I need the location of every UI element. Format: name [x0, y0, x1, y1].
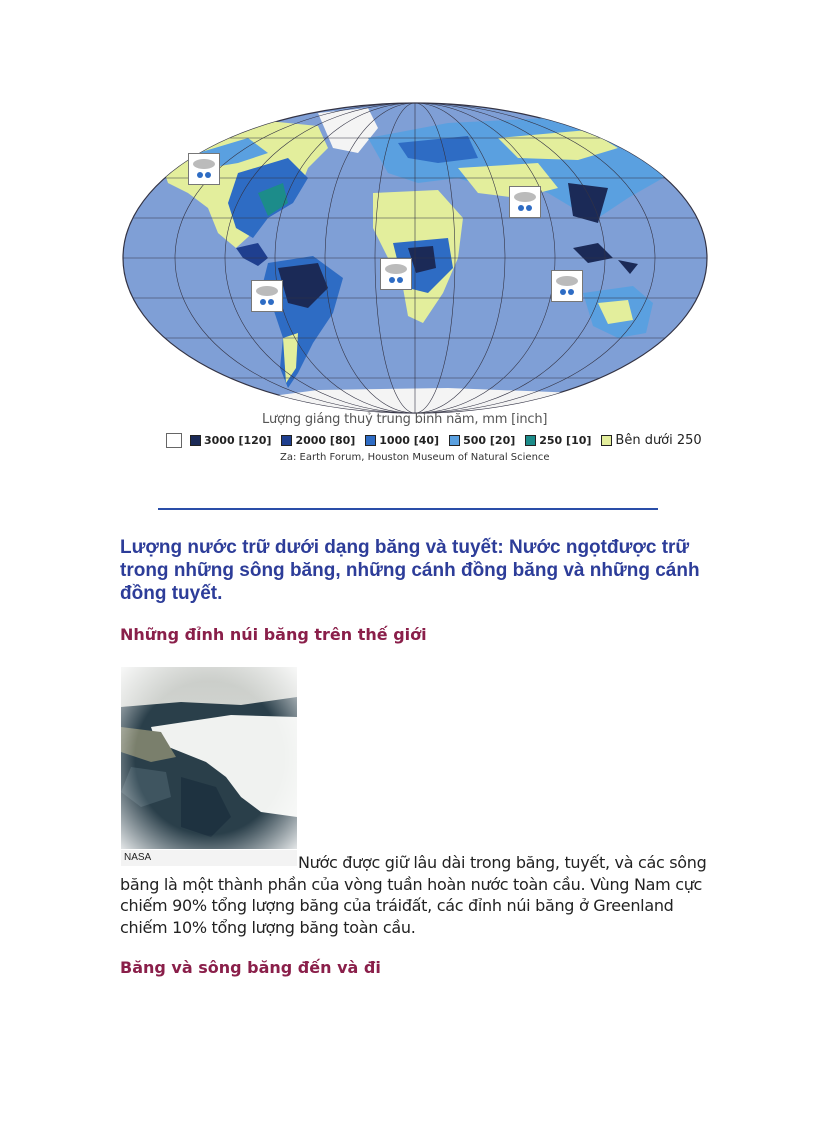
legend-swatch: [190, 435, 201, 446]
rain-cloud-icon: [381, 259, 411, 289]
legend-item: [190, 434, 271, 447]
legend-caption: Lượng giáng thuỷ trung bình năm, mm [inch]: [262, 412, 548, 427]
glacier-image: [121, 667, 297, 849]
legend-label: Bên dưới 250: [615, 432, 702, 448]
legend-label: 3000 [120]: [204, 433, 272, 447]
legend-swatch: [449, 435, 460, 446]
map-source: Za: Earth Forum, Houston Museum of Natural Science: [280, 452, 550, 463]
legend-item: [601, 433, 701, 448]
legend-label: 1000 [40]: [379, 433, 440, 447]
rain-cloud-icon: [552, 271, 582, 301]
weather-icon: [188, 153, 220, 185]
horizontal-divider: [158, 508, 658, 510]
legend-label: 500 [20]: [463, 433, 516, 447]
legend-swatch: [365, 435, 376, 446]
legend-swatch: [281, 435, 292, 446]
photo-credit: NASA: [124, 852, 152, 863]
rain-cloud-icon: [189, 154, 219, 184]
rain-cloud-icon: [166, 433, 182, 448]
section-heading: Lượng nước trữ dưới dạng băng và tuyết: Nước ngọtđược trữ trong những sông băng, những cánh đồng băng và những cánh đồng tuyết.: [120, 537, 700, 604]
map-legend: [166, 432, 712, 448]
legend-item: [525, 434, 591, 447]
legend-item: [365, 434, 439, 447]
legend-label: 2000 [80]: [295, 433, 356, 447]
legend-swatch: [601, 435, 612, 446]
glacier-photo: [121, 667, 297, 849]
legend-swatch: [525, 435, 536, 446]
legend-item: [281, 434, 355, 447]
rain-cloud-icon: [252, 281, 282, 311]
legend-item: [449, 434, 515, 447]
body-paragraph: Nước được giữ lâu dài trong băng, tuyết, và các sông băng là một thành phần của vòng tuần hoàn nước toàn cầu. Vùng Nam cực chiếm 90% tổng lượng băng của tráiđất, các đỉnh núi băng ở Greenland chiếm 10% tổng lượng băng toàn cầu.: [120, 853, 707, 937]
rain-cloud-icon: [510, 187, 540, 217]
subheading-glaciers: Băng và sông băng đến và đi: [120, 958, 381, 977]
weather-icon: [380, 258, 412, 290]
weather-icon: [509, 186, 541, 218]
world-map-svg: [118, 98, 718, 418]
legend-label: 250 [10]: [539, 433, 592, 447]
weather-icon: [251, 280, 283, 312]
subheading-ice-caps: Những đỉnh núi băng trên thế giới: [120, 625, 427, 644]
weather-icon: [551, 270, 583, 302]
